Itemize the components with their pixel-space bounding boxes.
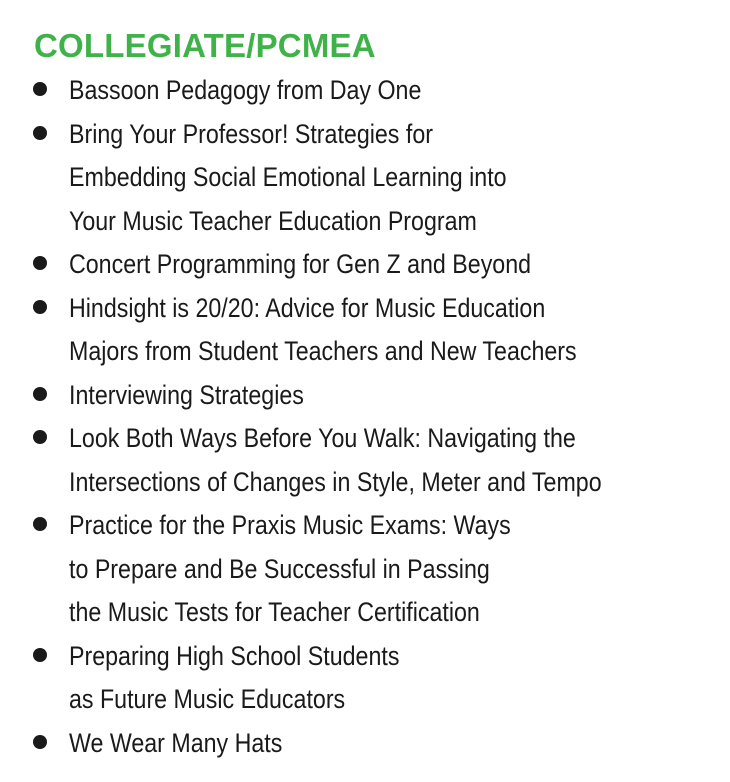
bullet-icon — [33, 126, 47, 140]
session-title: Preparing High School Students as Future Music Educators — [69, 640, 400, 714]
session-title: Concert Programming for Gen Z and Beyond — [69, 249, 532, 279]
bullet-icon — [33, 430, 47, 444]
bullet-icon — [33, 256, 47, 270]
list-item — [0, 374, 730, 418]
list-item — [0, 113, 730, 244]
bullet-icon — [33, 300, 47, 314]
list-item — [0, 417, 730, 504]
section-heading: COLLEGIATE/PCMEA — [34, 27, 376, 64]
list-item — [0, 287, 730, 374]
list-item — [0, 504, 730, 635]
session-title: Hindsight is 20/20: Advice for Music Education Majors from Student Teachers and New Teachers — [69, 292, 577, 366]
bullet-icon — [33, 735, 47, 749]
list-item — [0, 722, 730, 766]
list-item — [0, 69, 730, 113]
session-title: Look Both Ways Before You Walk: Navigating the Intersections of Changes in Style, Meter and Tempo — [69, 423, 602, 497]
session-title: Practice for the Praxis Music Exams: Ways to Prepare and Be Successful in Passing the Music Tests for Teacher Certification — [69, 510, 511, 627]
list-item — [0, 243, 730, 287]
bullet-icon — [33, 648, 47, 662]
session-title: Bassoon Pedagogy from Day One — [69, 75, 422, 105]
bullet-icon — [33, 82, 47, 96]
bullet-icon — [33, 387, 47, 401]
session-title: We Wear Many Hats — [69, 727, 283, 758]
bullet-icon — [33, 517, 47, 531]
session-list — [0, 69, 730, 765]
list-item — [0, 635, 730, 722]
session-title: Bring Your Professor! Strategies for Embedding Social Emotional Learning into Your Music Teacher Education Program — [69, 118, 507, 236]
session-title: Interviewing Strategies — [69, 379, 304, 410]
